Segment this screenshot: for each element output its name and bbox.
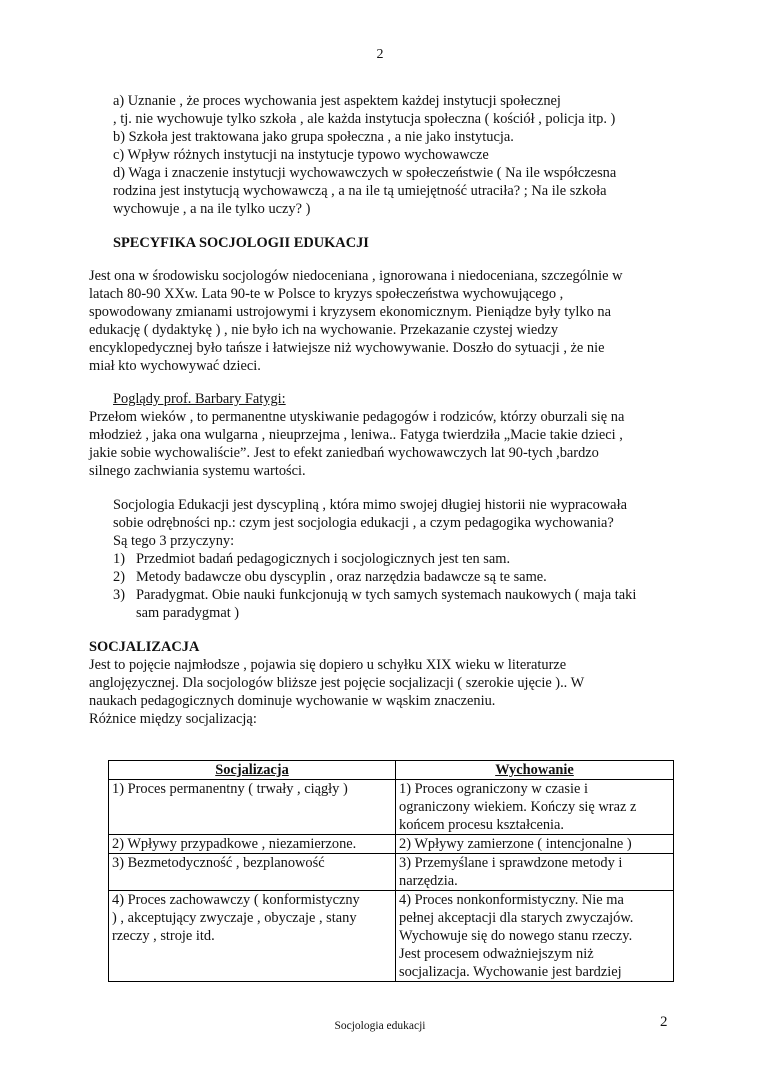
- section1-paragraph: [89, 267, 623, 375]
- reason-text: Metody badawcze obu dyscyplin , oraz narzędzia badawcze są te same.: [136, 569, 547, 585]
- cell-line: 3) Bezmetodyczność , bezplanowość: [112, 855, 325, 871]
- table-cell: [109, 891, 396, 982]
- cell-line: 2) Wpływy przypadkowe , niezamierzone.: [112, 836, 357, 852]
- cell-line: 3) Przemyślane i sprawdzone metody i: [399, 855, 623, 871]
- intro-line: , tj. nie wychowuje tylko szkoła , ale każda instytucja społeczna ( kościół , policja itp. ): [113, 111, 616, 127]
- table-cell: [109, 854, 396, 891]
- table-cell: [396, 835, 674, 854]
- paragraph-line: Przełom wieków , to permanentne utyskiwanie pedagogów i rodziców, którzy oburzali się na: [89, 409, 625, 425]
- paragraph-line: jakie sobie wychowaliście”. Jest to efekt zaniedbań wychowawczych lat 90-tych ,bardzo: [89, 445, 599, 461]
- paragraph-line: Jest to pojęcie najmłodsze , pojawia się dopiero u schyłku XIX wieku w literaturze: [89, 657, 567, 673]
- cell-line: rzeczy , stroje itd.: [112, 928, 215, 944]
- page-number-top: 2: [376, 47, 384, 62]
- table-cell: [396, 780, 674, 835]
- cell-line: 2) Wpływy zamierzone ( intencjonalne ): [399, 836, 632, 852]
- cell-line: ograniczony wiekiem. Kończy się wraz z: [399, 799, 637, 815]
- comparison-table: [108, 760, 674, 982]
- paragraph-line: sobie odrębności np.: czym jest socjologia edukacji , a czym pedagogika wychowania?: [113, 515, 614, 531]
- table-row: [109, 891, 674, 982]
- intro-list: [113, 92, 616, 218]
- paragraph-line: miał kto wychowywać dzieci.: [89, 358, 261, 374]
- section2-paragraph: [89, 656, 584, 728]
- paragraph-line: Różnice między socjalizacją:: [89, 711, 257, 727]
- intro-line: b) Szkoła jest traktowana jako grupa społeczna , a nie jako instytucja.: [113, 129, 514, 145]
- paragraph-line: Jest ona w środowisku socjologów niedoceniana , ignorowana i niedoceniana, szczególnie w: [89, 268, 623, 284]
- cell-line: 1) Proces ograniczony w czasie i: [399, 781, 589, 797]
- cell-line: 4) Proces zachowawczy ( konformistyczny: [112, 892, 360, 908]
- paragraph-line: latach 80-90 XXw. Lata 90-te w Polsce to kryzys społeczeństwa wychowującego ,: [89, 286, 564, 302]
- reason-item: [113, 568, 683, 586]
- paragraph-line: naukach pedagogicznych dominuje wychowanie w wąskim znaczeniu.: [89, 693, 496, 709]
- reason-text: Przedmiot badań pedagogicznych i socjologicznych jest ten sam.: [136, 551, 511, 567]
- column-header-wychowanie: Wychowanie: [396, 761, 674, 780]
- cell-line: Jest procesem odważniejszym niż: [399, 946, 594, 962]
- discipline-paragraph: [113, 496, 627, 550]
- reasons-list: [113, 550, 683, 622]
- table-header-row: [109, 761, 674, 780]
- reason-number: 2): [113, 569, 125, 585]
- reason-text: Paradygmat. Obie nauki funkcjonują w tych samych systemach naukowych ( maja taki: [136, 587, 637, 603]
- section-heading-specyfika: SPECYFIKA SOCJOLOGII EDUKACJI: [113, 235, 369, 251]
- table-cell: [109, 780, 396, 835]
- table-cell: [109, 835, 396, 854]
- reason-item: [113, 550, 683, 568]
- cell-line: narzędzia.: [399, 873, 458, 889]
- intro-line: rodzina jest instytucją wychowawczą , a na ile tą umiejętność utraciła? ; Na ile szkoła: [113, 183, 607, 199]
- intro-line: d) Waga i znaczenie instytucji wychowawczych w społeczeństwie ( Na ile współczesna: [113, 165, 617, 181]
- paragraph-line: anglojęzycznej. Dla socjologów bliższe jest pojęcie socjalizacji ( szerokie ujęcie ).. W: [89, 675, 585, 691]
- cell-line: pełnej akceptacji dla starych zwyczajów.: [399, 910, 634, 926]
- paragraph-line: spowodowany zmianami ustrojowymi i kryzysem ekonomicznym. Pieniądze były tylko na: [89, 304, 611, 320]
- paragraph-line: młodzież , jaka ona wulgarna , nieuprzejma , leniwa.. Fatyga twierdziła „Macie takie dzieci ,: [89, 427, 623, 443]
- paragraph-line: edukację ( dydaktykę ) , nie było ich na wychowanie. Przekazanie czystej wiedzy: [89, 322, 559, 338]
- cell-line: 1) Proces permanentny ( trwały , ciągły ): [112, 781, 348, 797]
- views-paragraph: [89, 408, 624, 480]
- table-cell: [396, 854, 674, 891]
- reason-number: 1): [113, 551, 125, 567]
- reason-item: [113, 586, 683, 622]
- table-cell: [396, 891, 674, 982]
- paragraph-line: Są tego 3 przyczyny:: [113, 533, 235, 549]
- cell-line: 4) Proces nonkonformistyczny. Nie ma: [399, 892, 624, 908]
- cell-line: Wychowuje się do nowego stanu rzeczy.: [399, 928, 633, 944]
- page-number-bottom: 2: [660, 1014, 668, 1030]
- paragraph-line: encyklopedycznej było tańsze i łatwiejsze niż wychowywanie. Doszło do sytuacji , że nie: [89, 340, 605, 356]
- reason-text: sam paradygmat ): [136, 605, 240, 621]
- cell-line: końcem procesu kształcenia.: [399, 817, 565, 833]
- column-header-socjalizacja: Socjalizacja: [109, 761, 396, 780]
- table-row: [109, 780, 674, 835]
- intro-line: a) Uznanie , że proces wychowania jest aspektem każdej instytucji społecznej: [113, 93, 561, 109]
- paragraph-line: Socjologia Edukacji jest dyscypliną , która mimo swojej długiej historii nie wypracowała: [113, 497, 627, 513]
- section-heading-socjalizacja: SOCJALIZACJA: [89, 639, 200, 655]
- table-row: [109, 854, 674, 891]
- views-title: Poglądy prof. Barbary Fatygi:: [113, 391, 286, 407]
- cell-line: ) , akceptujący zwyczaje , obyczaje , stany: [112, 910, 357, 926]
- intro-line: c) Wpływ różnych instytucji na instytucje typowo wychowawcze: [113, 147, 489, 163]
- intro-line: wychowuje , a na ile tylko uczy? ): [113, 201, 311, 217]
- footer-title: Socjologia edukacji: [334, 1020, 426, 1032]
- reason-number: 3): [113, 587, 125, 603]
- cell-line: socjalizacja. Wychowanie jest bardziej: [399, 964, 622, 980]
- paragraph-line: silnego zachwiania systemu wartości.: [89, 463, 306, 479]
- table-row: [109, 835, 674, 854]
